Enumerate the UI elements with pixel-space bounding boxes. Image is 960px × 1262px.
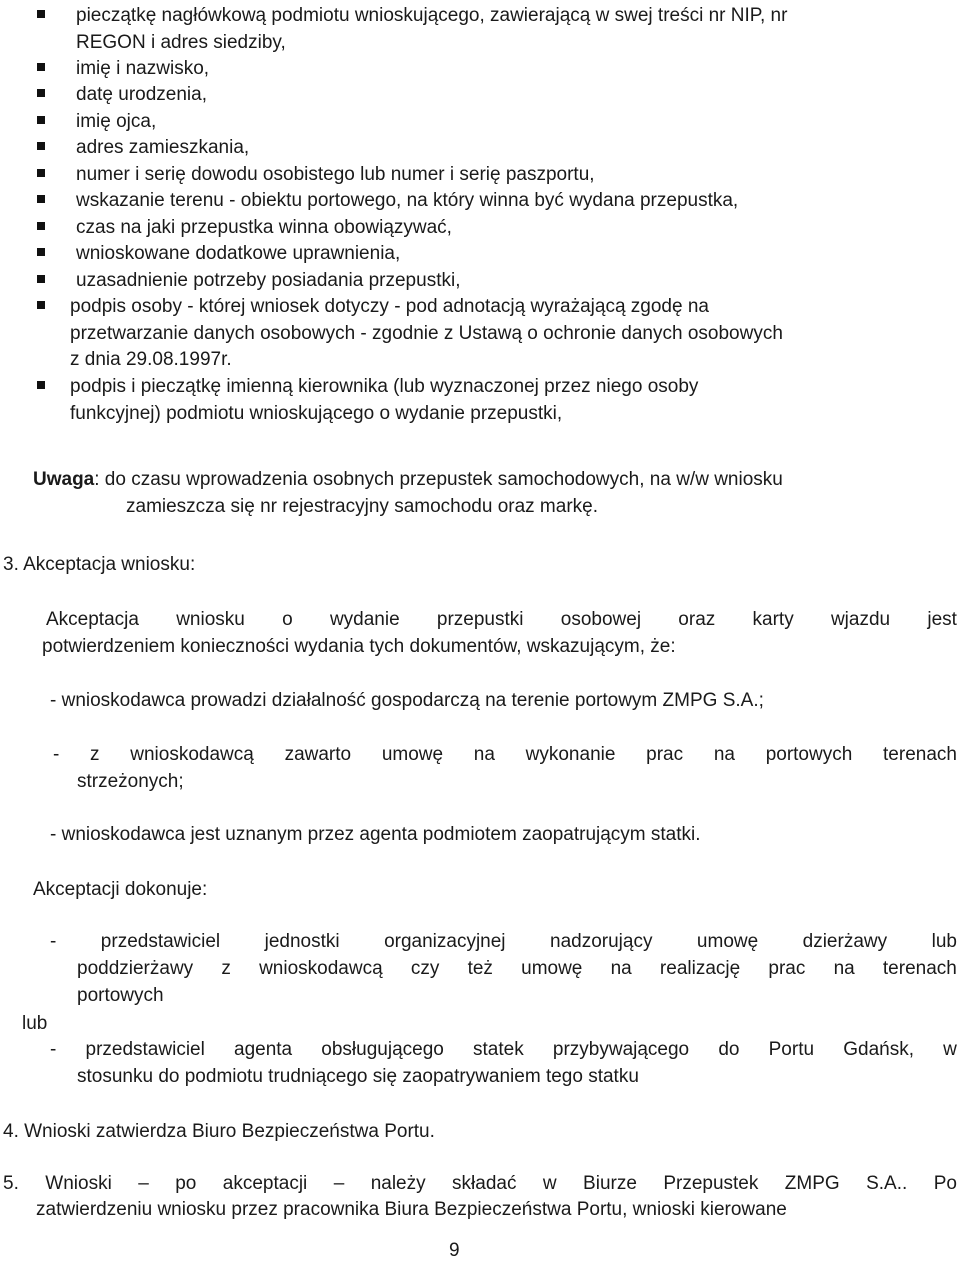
word: wnioskodawcą	[130, 744, 254, 765]
word: składać	[452, 1173, 517, 1194]
square-bullet-icon	[37, 248, 45, 256]
word: -	[50, 1039, 57, 1060]
word: oraz	[678, 609, 716, 630]
word: z	[90, 744, 100, 765]
word: należy	[370, 1173, 426, 1194]
word: –	[333, 1173, 345, 1194]
page-number: 9	[449, 1240, 460, 1261]
list-item-text: wskazanie terenu - obiektu portowego, na który winna być wydana przepustka,	[76, 190, 739, 211]
word: akceptacji	[222, 1173, 308, 1194]
square-bullet-icon	[37, 142, 45, 150]
word: też	[467, 958, 493, 979]
square-bullet-icon	[37, 301, 45, 309]
word: osobowej	[560, 609, 642, 630]
square-bullet-icon	[37, 116, 45, 124]
section-4: 4. Wnioski zatwierdza Biuro Bezpieczeństwa Portu.	[3, 1121, 435, 1142]
word: przedstawiciel	[85, 1039, 205, 1060]
list-item-text: uzasadnienie potrzeby posiadania przepustki,	[76, 270, 461, 291]
square-bullet-icon	[37, 381, 45, 389]
word: portowych	[765, 744, 853, 765]
word: umowę	[381, 744, 444, 765]
word: karty	[752, 609, 794, 630]
section-3-heading: 3. Akceptacja wniosku:	[3, 554, 196, 575]
word: na	[473, 744, 495, 765]
acceptance-item-2-line-1	[53, 743, 957, 767]
word: zawarto	[284, 744, 352, 765]
performer-1-line-3: portowych	[77, 985, 164, 1006]
word: jednostki	[264, 931, 340, 952]
list-item-text: numer i serię dowodu osobistego lub numer i serię paszportu,	[76, 164, 595, 185]
word: Akceptacja	[46, 609, 139, 630]
word: przybywającego	[552, 1039, 690, 1060]
list-item-text: wnioskowane dodatkowe uprawnienia,	[76, 243, 401, 264]
performer-2-line-2: stosunku do podmiotu trudniącego się zaopatrywaniem tego statku	[77, 1066, 639, 1087]
square-bullet-icon	[37, 195, 45, 203]
list-item-text: podpis i pieczątkę imienną kierownika (lub wyznaczonej przez niego osoby	[70, 376, 699, 397]
note-label: Uwaga	[33, 469, 95, 490]
word: obsługującego	[321, 1039, 444, 1060]
word: -	[50, 931, 57, 952]
word: wjazdu	[830, 609, 891, 630]
word: na	[610, 958, 632, 979]
section-3-para-line-1	[46, 608, 957, 632]
acceptance-item-3: - wnioskodawca jest uznanym przez agenta podmiotem zaopatrującym statki.	[50, 824, 701, 845]
section-5-line-2: zatwierdzeniu wniosku przez pracownika Biura Bezpieczeństwa Portu, wnioski kierowane	[36, 1199, 787, 1220]
acceptance-item-2-line-2: strzeżonych;	[77, 771, 184, 792]
word: terenach	[882, 958, 957, 979]
word: ZMPG	[784, 1173, 840, 1194]
word: Portu	[768, 1039, 815, 1060]
word: Przepustek	[663, 1173, 759, 1194]
word: -	[53, 744, 60, 765]
square-bullet-icon	[37, 63, 45, 71]
word: Biurze	[583, 1173, 637, 1194]
word: organizacyjnej	[384, 931, 506, 952]
square-bullet-icon	[37, 10, 45, 18]
list-item-text: podpis osoby - której wniosek dotyczy - pod adnotacją wyrażającą zgodę na	[70, 296, 709, 317]
acceptance-performer-heading: Akceptacji dokonuje:	[33, 879, 208, 900]
word: umowę	[521, 958, 583, 979]
word: Gdańsk,	[843, 1039, 914, 1060]
performer-1-line-1	[50, 930, 957, 954]
note-line-2: zamieszcza się nr rejestracyjny samochodu oraz markę.	[126, 496, 599, 517]
word: z	[221, 958, 231, 979]
list-item-text: przetwarzanie danych osobowych - zgodnie z Ustawą o ochronie danych osobowych	[70, 322, 783, 344]
word: czy	[410, 958, 440, 979]
word: przepustki	[436, 609, 524, 630]
list-item-text: z dnia 29.08.1997r.	[70, 349, 232, 370]
word: agenta	[234, 1039, 293, 1060]
square-bullet-icon	[37, 89, 45, 97]
word: dzierżawy	[802, 931, 888, 952]
list-item-text: pieczątkę nagłówkową podmiotu wnioskującego, zawierającą w swej treści nr NIP, nr	[76, 5, 788, 26]
word: –	[138, 1173, 149, 1194]
word: wykonanie	[525, 744, 616, 765]
word: umowę	[696, 931, 759, 952]
performer-1-line-2	[77, 957, 957, 981]
word: prac	[646, 744, 684, 765]
or-separator: lub	[22, 1013, 48, 1034]
word: w	[542, 1173, 557, 1194]
square-bullet-icon	[37, 169, 45, 177]
acceptance-item-1: - wnioskodawca prowadzi działalność gospodarczą na terenie portowym ZMPG S.A.;	[50, 690, 764, 711]
word: Po	[933, 1173, 957, 1194]
list-item-text: REGON i adres siedziby,	[76, 31, 286, 53]
word: o	[282, 609, 293, 630]
note-line-1: Uwaga: do czasu wprowadzenia osobnych przepustek samochodowych, na w/w wniosku	[33, 469, 783, 490]
word: przedstawiciel	[100, 931, 221, 952]
word: prac	[768, 958, 806, 979]
word: terenach	[883, 744, 957, 765]
word: do	[718, 1039, 740, 1060]
word: S.A..	[866, 1173, 908, 1194]
list-item-text: adres zamieszkania,	[76, 137, 250, 158]
word: 5.	[3, 1173, 19, 1194]
list-item-text: imię ojca,	[76, 111, 157, 132]
word: jest	[927, 609, 957, 630]
word: wydanie	[329, 609, 400, 630]
word: realizację	[659, 958, 741, 979]
section-5-line-1	[3, 1172, 957, 1196]
square-bullet-icon	[37, 222, 45, 230]
list-item-text: datę urodzenia,	[76, 84, 207, 105]
list-item-text: imię i nazwisko,	[76, 58, 210, 79]
section-3-para-line-2: potwierdzeniem konieczności wydania tych dokumentów, wskazującym, że:	[42, 636, 676, 657]
word: na	[833, 958, 855, 979]
list-item-text: funkcyjnej) podmiotu wnioskującego o wydanie przepustki,	[70, 402, 563, 424]
word: po	[175, 1173, 197, 1194]
word: wnioskodawcą	[259, 958, 383, 979]
list-item-text: czas na jaki przepustka winna obowiązywać,	[76, 217, 452, 238]
word: na	[713, 744, 735, 765]
word: lub	[931, 931, 957, 952]
word: nadzorujący	[550, 931, 653, 952]
word: poddzierżawy	[77, 958, 194, 979]
square-bullet-icon	[37, 275, 45, 283]
word: w	[943, 1039, 957, 1060]
word: wniosku	[176, 609, 245, 630]
word: statek	[473, 1039, 524, 1060]
word: Wnioski	[45, 1173, 112, 1194]
performer-2-line-1	[50, 1038, 957, 1062]
